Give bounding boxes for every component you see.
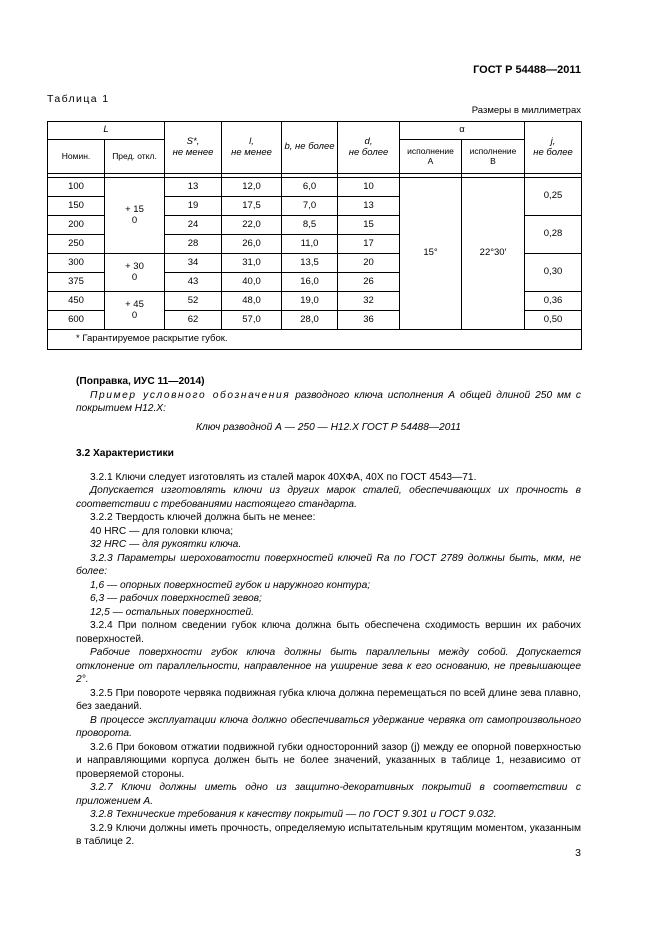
table-caption: Таблица 1: [47, 93, 110, 105]
clause-3-2-3: 3.2.3 Параметры шероховатости поверхностей ключей Ra по ГОСТ 2789 должны быть, мкм, не более:: [76, 552, 581, 577]
header-d-symbol: d,: [364, 135, 373, 147]
clause-3-2-3-item: 12,5 — остальных поверхностей.: [90, 606, 254, 618]
tolerance-upper: + 45: [125, 298, 144, 310]
section-heading: 3.2 Характеристики: [76, 448, 174, 459]
cell-L: 450: [48, 292, 105, 311]
cell-d: 36: [338, 311, 400, 330]
header-ispB-label: исполнение: [469, 145, 517, 156]
tolerance-lower: 0: [131, 309, 138, 321]
cell-j: 0,25: [525, 178, 582, 216]
cell-S: 13: [165, 178, 222, 197]
tolerance-upper: + 30: [125, 260, 144, 272]
clause-3-2-5: 3.2.5 При повороте червяка подвижная губка ключа должна перемещаться по всей длине зева плавно, без заеданий.: [76, 687, 581, 712]
header-ispA: [400, 140, 462, 174]
cell-l: 40,0: [222, 273, 282, 292]
cell-d: 13: [338, 197, 400, 216]
designation-example-lead: Пример условного обозначения: [90, 389, 291, 401]
body-text: [76, 375, 581, 849]
cell-S: 28: [165, 235, 222, 254]
cell-tolerance: [105, 254, 165, 292]
cell-d: 32: [338, 292, 400, 311]
cell-l: 26,0: [222, 235, 282, 254]
header-ispA-label: исполнение: [407, 145, 454, 156]
cell-b: 19,0: [282, 292, 338, 311]
cell-L: 150: [48, 197, 105, 216]
cell-d: 17: [338, 235, 400, 254]
cell-d: 20: [338, 254, 400, 273]
clause-3-2-2: 3.2.2 Твердость ключей должна быть не менее:: [90, 512, 316, 523]
designation-example: [76, 389, 581, 416]
cell-S: 43: [165, 273, 222, 292]
cell-L: 600: [48, 311, 105, 330]
cell-S: 24: [165, 216, 222, 235]
designation-formula: Ключ разводной А — 250 — Н12.Х ГОСТ Р 54488—2011: [196, 421, 461, 433]
cell-L: 100: [48, 178, 105, 197]
header-b: b, не более: [282, 122, 338, 174]
header-nomin: Номин.: [48, 140, 105, 174]
cell-d: 15: [338, 216, 400, 235]
clause-3-2-5-note: В процессе эксплуатации ключа должно обеспечиваться удержание червяка от самопроизвольного проворота.: [76, 714, 581, 739]
header-alpha: α: [400, 122, 525, 140]
cell-d: 10: [338, 178, 400, 197]
clause-3-2-7: 3.2.7 Ключи должны иметь одно из защитно-декоративных покрытий в соответствии с приложением А.: [76, 782, 581, 807]
cell-l: 12,0: [222, 178, 282, 197]
page-number: 3: [575, 847, 581, 859]
cell-j: 0,30: [525, 254, 582, 292]
table-footnote: * Гарантируемое раскрытие губок.: [48, 330, 582, 350]
header-d: [338, 122, 400, 174]
header-l-symbol: l,: [249, 135, 254, 147]
amendment-note: (Поправка, ИУС 11—2014): [76, 376, 205, 387]
cell-b: 16,0: [282, 273, 338, 292]
cell-j: 0,50: [525, 311, 582, 330]
cell-b: 8,5: [282, 216, 338, 235]
cell-j: 0,28: [525, 216, 582, 254]
cell-l: 22,0: [222, 216, 282, 235]
header-S: [165, 122, 222, 174]
header-j: [525, 122, 582, 174]
cell-l: 48,0: [222, 292, 282, 311]
cell-b: 7,0: [282, 197, 338, 216]
cell-alpha-B: 22°30′: [462, 178, 525, 330]
header-j-symbol: j,: [550, 135, 556, 147]
clause-3-2-1: 3.2.1 Ключи следует изготовлять из сталей марок 40ХФА, 40Х по ГОСТ 4543—71.: [90, 471, 477, 483]
header-j-sub: не более: [533, 146, 573, 158]
standard-number: ГОСТ Р 54488—2011: [473, 64, 581, 76]
clause-3-2-8: 3.2.8 Технические требования к качеству покрытий — по ГОСТ 9.301 и ГОСТ 9.032.: [90, 809, 497, 820]
tolerance-upper: + 15: [125, 203, 144, 215]
designation-example-rest: разводного ключа исполнения А общей длиной 250 мм с покрытием Н12.Х:: [76, 389, 581, 414]
clause-3-2-2-item: 40 HRC — для головки ключа;: [90, 525, 234, 537]
cell-L: 375: [48, 273, 105, 292]
cell-L: 250: [48, 235, 105, 254]
header-S-sub: не менее: [172, 146, 214, 158]
clause-3-2-6: 3.2.6 При боковом отжатии подвижной губки односторонний зазор (j) между ее опорной поверхностью и направляющими корпуса должен быть не более значений, указанных в таблице 1, независимо от проверяемой стороны.: [76, 741, 581, 780]
table-header-row: [48, 122, 582, 140]
clause-3-2-4: 3.2.4 При полном сведении губок ключа должна быть обеспечена сходимость вершин их рабочих поверхностей.: [76, 620, 581, 645]
table-row: [48, 178, 582, 197]
tolerance-lower: 0: [131, 271, 138, 283]
header-pred: Пред. откл.: [105, 140, 165, 174]
dimensions-table: [47, 121, 582, 350]
cell-S: 62: [165, 311, 222, 330]
header-ispB-letter: В: [490, 155, 496, 166]
clause-3-2-3-item: 6,3 — рабочих поверхностей зевов;: [90, 593, 262, 604]
cell-l: 57,0: [222, 311, 282, 330]
header-l-sub: не менее: [231, 146, 272, 158]
tolerance-lower: 0: [131, 214, 138, 226]
cell-j: 0,36: [525, 292, 582, 311]
cell-b: 6,0: [282, 178, 338, 197]
cell-S: 34: [165, 254, 222, 273]
header-L: L: [48, 122, 165, 140]
header-ispA-letter: А: [427, 155, 434, 166]
cell-S: 52: [165, 292, 222, 311]
cell-tolerance: [105, 292, 165, 330]
header-d-sub: не более: [348, 146, 389, 158]
cell-alpha-A: 15°: [400, 178, 462, 330]
cell-tolerance: [105, 178, 165, 254]
cell-L: 200: [48, 216, 105, 235]
cell-b: 11,0: [282, 235, 338, 254]
clause-3-2-3-item: 1,6 — опорных поверхностей губок и наружного контура;: [90, 579, 371, 591]
cell-b: 13,5: [282, 254, 338, 273]
header-S-symbol: S*,: [186, 135, 200, 147]
cell-b: 28,0: [282, 311, 338, 330]
clause-3-2-9: 3.2.9 Ключи должны иметь прочность, определяемую испытательным крутящим моментом, указанным в таблице 2.: [76, 822, 581, 847]
clause-3-2-2-item: 32 HRC — для рукоятки ключа.: [90, 539, 242, 550]
cell-d: 26: [338, 273, 400, 292]
table-note-row: [48, 330, 582, 350]
cell-l: 17,5: [222, 197, 282, 216]
clause-3-2-4-note: Рабочие поверхности губок ключа должны быть параллельны между собой. Допускается отклонение от параллельности, направленное на уширение зева к его основанию, не превышающее 2°.: [76, 647, 581, 685]
header-ispB: [462, 140, 525, 174]
clause-3-2-1-note: Допускается изготовлять ключи из других марок сталей, обеспечивающих их прочность в соответствии с требованиями настоящего стандарта.: [76, 485, 581, 510]
cell-l: 31,0: [222, 254, 282, 273]
table-units: Размеры в миллиметрах: [471, 105, 581, 116]
header-l: [222, 122, 282, 174]
cell-S: 19: [165, 197, 222, 216]
cell-L: 300: [48, 254, 105, 273]
